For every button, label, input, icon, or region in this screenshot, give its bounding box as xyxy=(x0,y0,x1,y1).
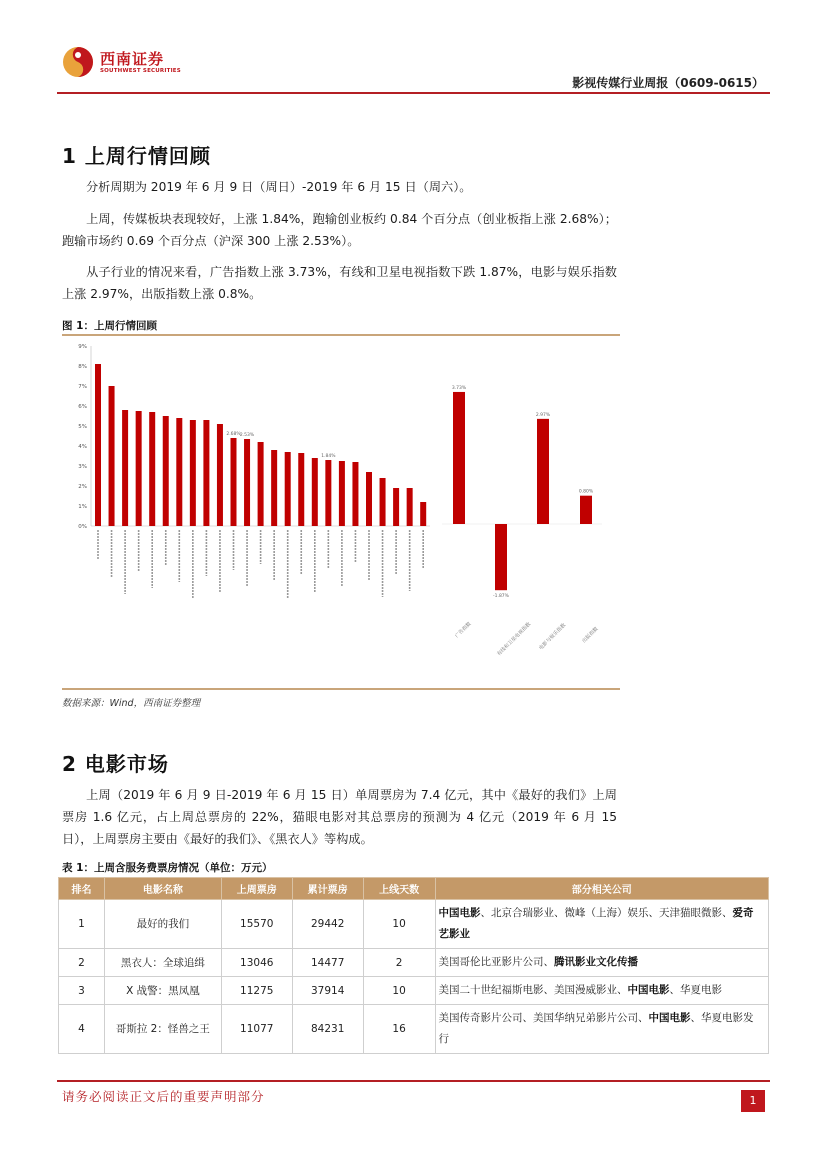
y-tick-label: 1% xyxy=(78,504,87,510)
bar xyxy=(453,392,465,524)
section1-heading: 1 上周行情回顾 xyxy=(62,144,211,168)
y-tick-label: 5% xyxy=(78,424,87,430)
cell-week-box-office: 15570 xyxy=(221,900,292,949)
cell-total-box-office: 84231 xyxy=(292,1005,363,1054)
bar xyxy=(285,452,291,526)
bar xyxy=(203,420,209,526)
category-label: 有线和卫星电视指数 xyxy=(496,621,533,658)
bar xyxy=(190,420,196,526)
table-row xyxy=(59,977,769,1005)
footer-rule xyxy=(57,1080,770,1082)
bar xyxy=(537,419,549,524)
bar xyxy=(244,439,250,526)
cell-days: 2 xyxy=(363,949,435,977)
header-days: 上线天数 xyxy=(363,878,435,900)
header-week-box-office: 上周票房 xyxy=(221,878,292,900)
cell-companies: 美国哥伦比亚影片公司、腾讯影业文化传播 xyxy=(435,949,768,977)
data-label: 0.80% xyxy=(578,489,594,495)
cell-movie-name: 最好的我们 xyxy=(104,900,221,949)
report-title: 影视传媒行业周报（0609-0615） xyxy=(572,76,764,90)
cell-movie-name: 哥斯拉 2：怪兽之王 xyxy=(104,1005,221,1054)
data-label: -1.87% xyxy=(493,594,509,600)
header-movie-name: 电影名称 xyxy=(104,878,221,900)
data-label: 1.84% xyxy=(321,454,336,459)
bar xyxy=(122,410,128,526)
market-review-chart xyxy=(62,338,620,688)
bar xyxy=(149,412,155,526)
data-label: 3.73% xyxy=(451,385,467,391)
chart-svg xyxy=(62,338,620,688)
page-number: 1 xyxy=(741,1090,765,1112)
box-office-table xyxy=(58,877,769,1054)
cell-companies: 中国电影、北京合瑞影业、微峰（上海）娱乐、天津猫眼微影、爱奇艺影业 xyxy=(435,900,768,949)
bar xyxy=(339,461,345,526)
header-rule xyxy=(57,92,770,94)
cell-rank: 1 xyxy=(59,900,105,949)
y-tick-label: 3% xyxy=(78,464,87,470)
cell-days: 16 xyxy=(363,1005,435,1054)
cell-movie-name: 黑衣人：全球追缉 xyxy=(104,949,221,977)
header-total-box-office: 累计票房 xyxy=(292,878,363,900)
section2-paragraph-1: 上周（2019 年 6 月 9 日-2019 年 6 月 15 日）单周票房为 7.4 亿元，其中《最好的我们》上周票房 1.6 亿元，占上周总票房的 22%，猫眼电影对其总票房的预测为 4 亿元（2019 年 6 月 15 日），上周票房主要由《最好的我们》、《黑衣人》等构成。 xyxy=(62,788,617,846)
footer-notice: 请务必阅读正文后的重要声明部分 xyxy=(62,1089,265,1104)
section1-paragraph-3: 从子行业的情况来看，广告指数上涨 3.73%，有线和卫星电视指数下跌 1.87%，电影与娱乐指数上涨 2.97%，出版指数上涨 0.8%。 xyxy=(62,265,617,301)
bar xyxy=(298,453,304,526)
y-tick-label: 6% xyxy=(78,404,87,410)
bar xyxy=(163,416,169,526)
cell-total-box-office: 29442 xyxy=(292,900,363,949)
logo-mark-icon xyxy=(62,46,94,78)
cell-week-box-office: 13046 xyxy=(221,949,292,977)
y-tick-label: 2% xyxy=(78,484,87,490)
bar xyxy=(136,411,142,526)
data-label: 2.53% xyxy=(239,433,255,438)
table-row xyxy=(59,900,769,949)
data-label: 2.97% xyxy=(535,412,551,418)
data-label: 2.68% xyxy=(226,432,241,437)
figure-title: 图 1：上周行情回顾 xyxy=(62,320,157,332)
section2-heading: 2 电影市场 xyxy=(62,752,169,776)
bar xyxy=(407,488,413,526)
figure-top-rule xyxy=(62,334,620,336)
logo-cn-text: 西南证券 xyxy=(100,50,165,68)
header-rank: 排名 xyxy=(59,878,105,900)
y-tick-label: 4% xyxy=(78,444,87,450)
section1-paragraph-2: 上周，传媒板块表现较好，上涨 1.84%，跑输创业板约 0.84 个百分点（创业板指上涨 2.68%）；跑输市场约 0.69 个百分点（沪深 300 上涨 2.53%）。 xyxy=(62,212,617,248)
cell-total-box-office: 37914 xyxy=(292,977,363,1005)
table-row xyxy=(59,1005,769,1054)
header-companies: 部分相关公司 xyxy=(435,878,768,900)
bar xyxy=(580,496,592,524)
category-label: 出版指数 xyxy=(581,626,600,645)
bar xyxy=(271,450,277,526)
bar xyxy=(258,442,264,526)
cell-movie-name: X 战警：黑凤凰 xyxy=(104,977,221,1005)
cell-days: 10 xyxy=(363,977,435,1005)
cell-week-box-office: 11077 xyxy=(221,1005,292,1054)
bar xyxy=(109,386,115,526)
table-title: 表 1：上周含服务费票房情况（单位：万元） xyxy=(62,862,273,874)
cell-week-box-office: 11275 xyxy=(221,977,292,1005)
bar xyxy=(176,418,182,526)
bar xyxy=(231,438,237,526)
cell-rank: 3 xyxy=(59,977,105,1005)
category-label: 广告指数 xyxy=(454,621,473,640)
bar xyxy=(95,364,101,526)
figure-source: 数据来源：Wind，西南证券整理 xyxy=(62,698,201,709)
cell-days: 10 xyxy=(363,900,435,949)
y-tick-label: 9% xyxy=(78,344,87,350)
figure-bottom-rule xyxy=(62,688,620,690)
y-tick-label: 7% xyxy=(78,384,87,390)
bar xyxy=(217,424,223,526)
table-header-row xyxy=(59,878,769,900)
y-tick-label: 0% xyxy=(78,524,87,530)
bar xyxy=(325,460,331,526)
company-logo xyxy=(62,46,202,86)
cell-companies: 美国传奇影片公司、美国华纳兄弟影片公司、中国电影、华夏电影发行 xyxy=(435,1005,768,1054)
table-row xyxy=(59,949,769,977)
bar xyxy=(420,502,426,526)
bar xyxy=(352,462,358,526)
bar xyxy=(366,472,372,526)
bar xyxy=(495,524,507,590)
bar xyxy=(393,488,399,526)
bar xyxy=(380,478,386,526)
bar xyxy=(312,458,318,526)
cell-rank: 2 xyxy=(59,949,105,977)
logo-en-text: SOUTHWEST SECURITIES xyxy=(100,68,181,74)
cell-total-box-office: 14477 xyxy=(292,949,363,977)
category-label: 电影与娱乐指数 xyxy=(538,622,568,652)
cell-rank: 4 xyxy=(59,1005,105,1054)
y-tick-label: 8% xyxy=(78,364,87,370)
cell-companies: 美国二十世纪福斯电影、美国漫威影业、中国电影、华夏电影 xyxy=(435,977,768,1005)
section1-paragraph-1: 分析周期为 2019 年 6 月 9 日（周日）-2019 年 6 月 15 日（周六）。 xyxy=(86,180,472,194)
